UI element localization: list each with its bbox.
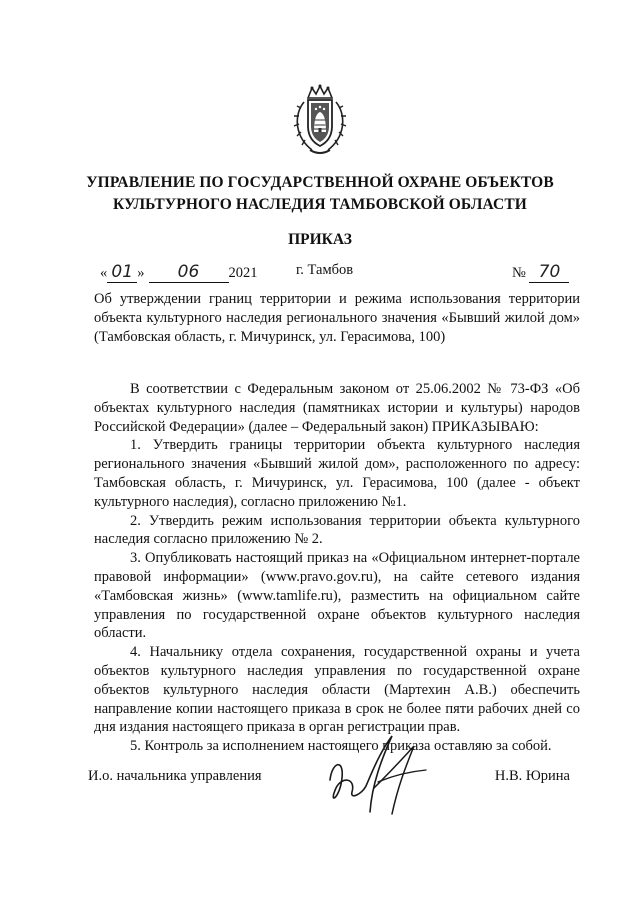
order-body (94, 380, 580, 756)
org-line-2: КУЛЬТУРНОГО НАСЛЕДИЯ ТАМБОВСКОЙ ОБЛАСТИ (113, 196, 527, 213)
document-type-title: ПРИКАЗ (288, 231, 352, 248)
date-open-quote: « (100, 265, 108, 281)
body-item-5: 5. Контроль за исполнением настоящего приказа оставляю за собой. (130, 738, 552, 755)
number-value: 70 (529, 262, 569, 283)
coat-of-arms-icon (290, 84, 350, 158)
date-month: 06 (149, 262, 229, 283)
organization-name (60, 172, 580, 216)
order-date (100, 262, 258, 283)
date-day: 01 (107, 262, 137, 283)
body-intro: В соответствии с Федеральным законом от 25.06.2002 № 73-ФЗ «Об объектах культурного наследия (памятниках истории и культуры) народов Российской Федерации» (далее – Федеральный закон) ПРИКАЗЫВАЮ: (94, 381, 580, 435)
order-city: г. Тамбов (296, 262, 354, 278)
org-line-1: УПРАВЛЕНИЕ ПО ГОСУДАРСТВЕННОЙ ОХРАНЕ ОБЪЕКТОВ (86, 174, 554, 191)
date-number-line (100, 262, 570, 286)
signature-block (88, 768, 570, 792)
signatory-position: И.о. начальника управления (88, 768, 262, 784)
signatory-name: Н.В. Юрина (494, 768, 570, 784)
body-item-2: 2. Утвердить режим использования территории объекта культурного наследия согласно приложению № 2. (94, 512, 580, 548)
order-subject: Об утверждении границ территории и режима использования территории объекта культурного наследия регионального значения «Бывший жилой дом» (Тамбовская область, г. Мичуринск, ул. Герасимова, 100) (94, 291, 580, 345)
date-close-quote: » (137, 265, 145, 281)
number-label: № (512, 265, 526, 281)
body-item-1: 1. Утвердить границы территории объекта культурного наследия регионального значения «Бывший жилой дом», расположенного по адресу: Тамбовская область, г. Мичуринск, ул. Герасимова, 100 (далее - объект культурного наследия), согласно приложению №1. (94, 437, 580, 510)
date-year: 2021 (228, 265, 258, 281)
body-item-4: 4. Начальнику отдела сохранения, государственной охраны и учета объектов культурного наследия управления по государственной охране объектов культурного наследия области (Мартехин А.В.) обеспечить направление копии настоящего приказа в срок не более пяти рабочих дней со дня издания настоящего приказа в орган регистрации прав. (94, 644, 580, 736)
body-item-3: 3. Опубликовать настоящий приказ на «Официальном интернет-портале правовой информации» (www.pravo.gov.ru), на сайте сетевого издания «Тамбовская жизнь» (www.tamlife.ru), разместить на официальном сайте управления по государственной охране объектов культурного наследия области. (94, 550, 580, 642)
order-number (512, 262, 569, 283)
